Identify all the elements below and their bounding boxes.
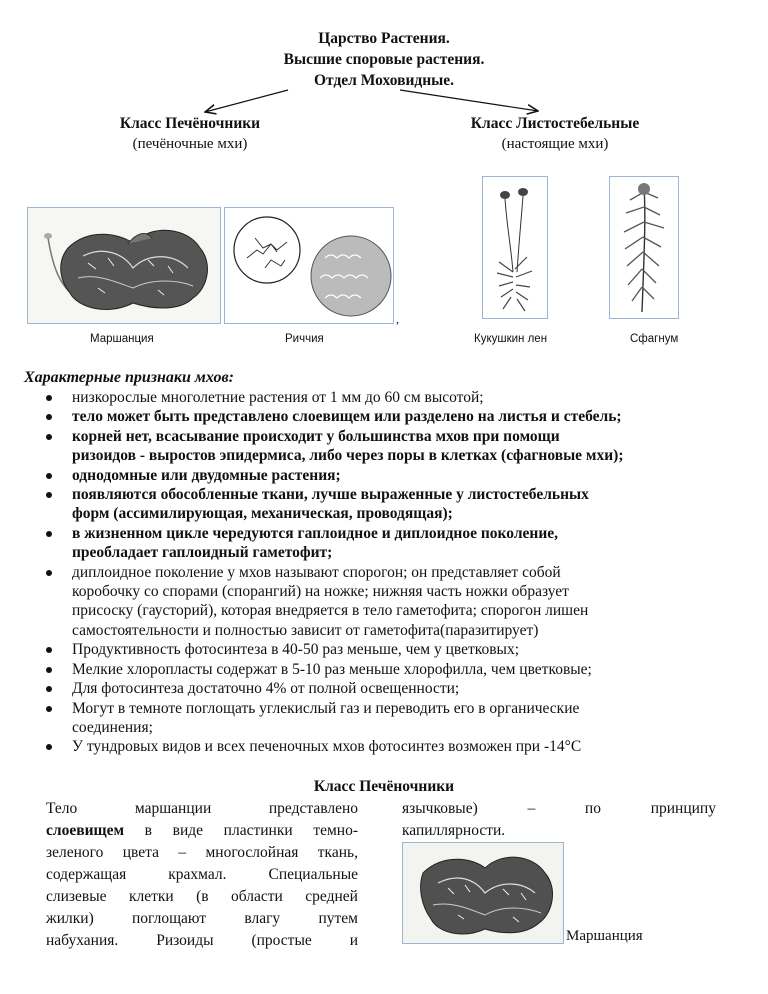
page-title-division: Отдел Моховидные. — [314, 72, 454, 89]
section-word: многослойная — [205, 844, 299, 861]
feature-line: соединения; — [72, 718, 153, 736]
class-liverworts-subtitle: (печёночные мхи) — [132, 136, 248, 152]
section-word: цвета — [122, 844, 159, 861]
section-word: набухания. — [46, 932, 119, 949]
section-word: влагу — [244, 910, 281, 927]
section-word: Ризоиды — [156, 932, 214, 949]
section-text-left — [46, 798, 358, 952]
section-word: Специальные — [268, 866, 358, 883]
section-line — [46, 842, 358, 864]
feature-line: появляются обособленные ткани, лучше выраженные у листостебельных — [72, 486, 589, 504]
marchantia-image-small — [402, 842, 564, 944]
section-word: – — [178, 844, 187, 861]
features-list — [24, 388, 744, 757]
feature-line: однодомные или двудомные растения; — [72, 466, 341, 484]
feature-item — [24, 699, 744, 738]
classification-arrows — [0, 0, 768, 130]
section-line — [46, 864, 358, 886]
page-title-group: Высшие споровые растения. — [283, 51, 485, 68]
marchantia-drawing-small — [403, 843, 564, 944]
class-mosses-subtitle: (настоящие мхи) — [501, 136, 609, 152]
feature-item — [24, 737, 744, 756]
section-text-right — [402, 798, 716, 842]
feature-item — [24, 640, 744, 659]
riccia-image — [224, 207, 394, 324]
section-word: содержащая — [46, 866, 127, 883]
polytrichum-drawing — [483, 177, 548, 319]
section-word: средней — [305, 888, 358, 905]
section-word: области — [231, 888, 283, 905]
feature-item — [24, 485, 744, 524]
sphagnum-image — [609, 176, 679, 319]
section-line — [402, 798, 716, 820]
section-word: крахмал. — [168, 866, 227, 883]
feature-line: в жизненном цикле чередуются гаплоидное и диплоидное поколение, — [72, 524, 559, 542]
feature-item — [24, 524, 744, 563]
feature-line: форм (ассимилирующая, механическая, проводящая); — [72, 505, 453, 523]
sphagnum-caption: Сфагнум — [630, 333, 679, 345]
feature-line: ризоидов - выростов эпидермиса, либо через поры в клетках (сфагновые мхи); — [72, 447, 624, 465]
section-word: принципу — [650, 800, 716, 817]
section-word: жилки) — [46, 910, 94, 927]
feature-line: корней нет, всасывание происходит у большинства мхов при помощи — [72, 427, 560, 445]
section-word: и — [349, 932, 358, 949]
feature-line: самостоятельности и полностью зависит от гаметофита(паразитирует) — [72, 621, 539, 639]
class-liverworts-title: Класс Печёночники — [119, 115, 261, 132]
section-line — [46, 798, 358, 820]
section-word: путем — [318, 910, 358, 927]
section-word: клетки — [128, 888, 174, 905]
section-word: – — [527, 800, 536, 817]
feature-line: тело может быть представлено слоевищем или разделено на листья и стебель; — [72, 408, 622, 426]
feature-line: коробочку со спорами (спорангий) на ножке; нижняя часть ножки образует — [72, 583, 569, 601]
sphagnum-drawing — [610, 177, 679, 319]
section-word: (в — [196, 888, 209, 905]
feature-item — [24, 466, 744, 485]
section-word: язычковые) — [402, 800, 478, 817]
section-word: поглощают — [132, 910, 207, 927]
section-line — [402, 820, 716, 842]
section-line — [46, 820, 358, 842]
marchantia-image — [27, 207, 221, 324]
riccia-caption: Риччия — [285, 333, 324, 345]
section-rest: в виде пластинки темно- — [124, 822, 358, 839]
feature-item — [24, 660, 744, 679]
feature-item — [24, 407, 744, 426]
features-title: Характерные признаки мхов: — [24, 369, 234, 386]
section-word: зеленого — [46, 844, 104, 861]
section-title: Класс Печёночники — [313, 778, 455, 795]
section-line — [46, 886, 358, 908]
section-line — [46, 908, 358, 930]
section-word: (простые — [251, 932, 312, 949]
feature-line: Могут в темноте поглощать углекислый газ и переводить его в органические — [72, 699, 580, 717]
feature-line: преобладает гаплоидный гаметофит; — [72, 544, 333, 562]
feature-item — [24, 679, 744, 698]
polytrichum-caption: Кукушкин лен — [474, 333, 548, 345]
feature-item — [24, 388, 744, 407]
polytrichum-image — [482, 176, 548, 319]
class-mosses-title: Класс Листостебельные — [470, 115, 640, 132]
marchantia-small-caption: Маршанция — [566, 928, 643, 944]
section-word: капиллярности. — [402, 822, 506, 839]
section-word: ткань, — [317, 844, 358, 861]
page-title-kingdom: Царство Растения. — [318, 30, 450, 47]
feature-line: низкорослые многолетние растения от 1 мм до 60 см высотой; — [72, 389, 484, 406]
feature-line: присоску (гаусторий), которая внедряется в тело гаметофита; спорогон лишен — [72, 602, 589, 620]
section-line — [46, 930, 358, 952]
section-word: представлено — [268, 800, 358, 817]
feature-item — [24, 563, 744, 641]
section-word: Тело — [46, 800, 78, 817]
section-bold-term: слоевищем — [46, 822, 125, 839]
feature-line: Мелкие хлоропласты содержат в 5-10 раз меньше хлорофилла, чем цветковые; — [72, 660, 592, 678]
riccia-drawing — [225, 208, 394, 324]
feature-item — [24, 427, 744, 466]
feature-line: У тундровых видов и всех печеночных мхов фотосинтез возможен при -14°С — [72, 738, 582, 756]
marchantia-drawing — [28, 208, 221, 324]
feature-line: Для фотосинтеза достаточно 4% от полной освещенности; — [72, 680, 460, 698]
section-word: маршанции — [134, 800, 212, 817]
section-word: по — [584, 800, 601, 817]
section-word: слизевые — [46, 888, 107, 905]
marchantia-caption: Маршанция — [90, 333, 154, 345]
feature-line: Продуктивность фотосинтеза в 40-50 раз меньше, чем у цветковых; — [72, 641, 520, 659]
feature-line: диплоидное поколение у мхов называют спорогон; он представляет собой — [72, 563, 561, 581]
stray-comma: , — [396, 312, 399, 326]
